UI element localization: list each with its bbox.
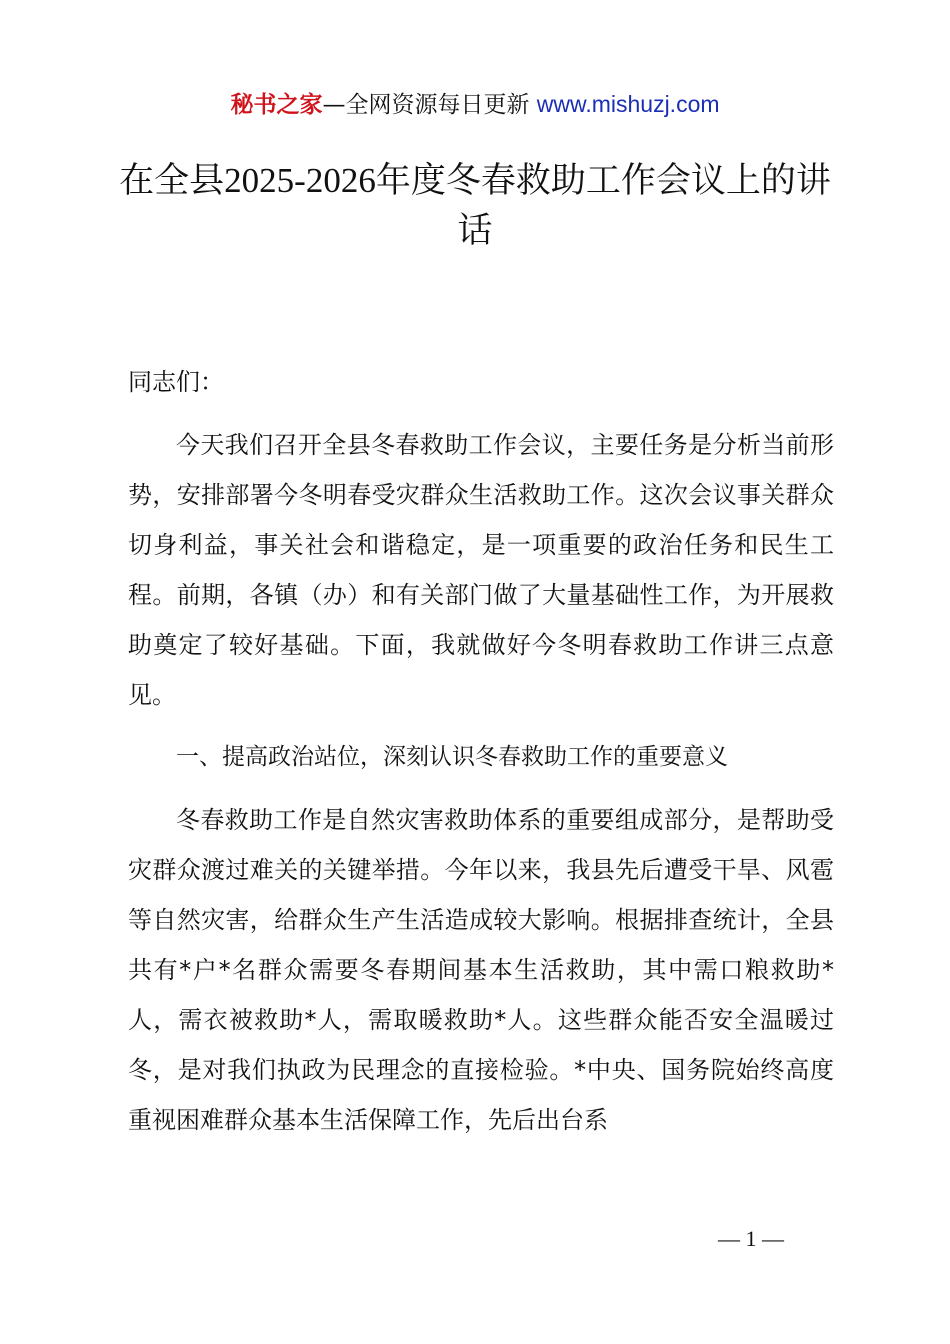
site-tagline: —全网资源每日更新	[322, 92, 537, 118]
site-brand: 秘书之家	[230, 92, 323, 118]
site-url-link[interactable]: www.mishuzj.com	[536, 91, 720, 117]
section-heading-1: 一、提高政治站位，深刻认识冬春救助工作的重要意义	[176, 744, 728, 770]
paragraph-section-1: 冬春救助工作是自然灾害救助体系的重要组成部分，是帮助受灾群众渡过难关的关键举措。今年以来，我县先后遭受干旱、风雹等自然灾害，给群众生产生活造成较大影响。根据排查统计，全县共有*户*名群众需要冬春期间基本生活救助，其中需口粮救助*人，需衣被救助*人，需取暖救助*人。这些群众能否安全温暖过冬，是对我们执政为民理念的直接检验。*中央、国务院始终高度重视困难群众基本生活保障工作，先后出台系	[128, 806, 834, 1134]
paragraph-intro: 今天我们召开全县冬春救助工作会议，主要任务是分析当前形势，安排部署今冬明春受灾群众生活救助工作。这次会议事关群众切身利益，事关社会和谐稳定，是一项重要的政治任务和民生工程。前期，各镇（办）和有关部门做了大量基础性工作，为开展救助奠定了较好基础。下面，我就做好今冬明春救助工作讲三点意见。	[128, 431, 834, 709]
salutation: 同志们：	[128, 368, 224, 396]
title-part-2: 年度冬春救助工作会议上的讲话	[375, 161, 831, 251]
title-years: 2025-2026	[224, 161, 376, 200]
title-part-1: 在全县	[119, 161, 225, 201]
page-number: — 1 —	[718, 1226, 784, 1251]
document-title	[110, 156, 840, 256]
site-header	[0, 86, 950, 123]
